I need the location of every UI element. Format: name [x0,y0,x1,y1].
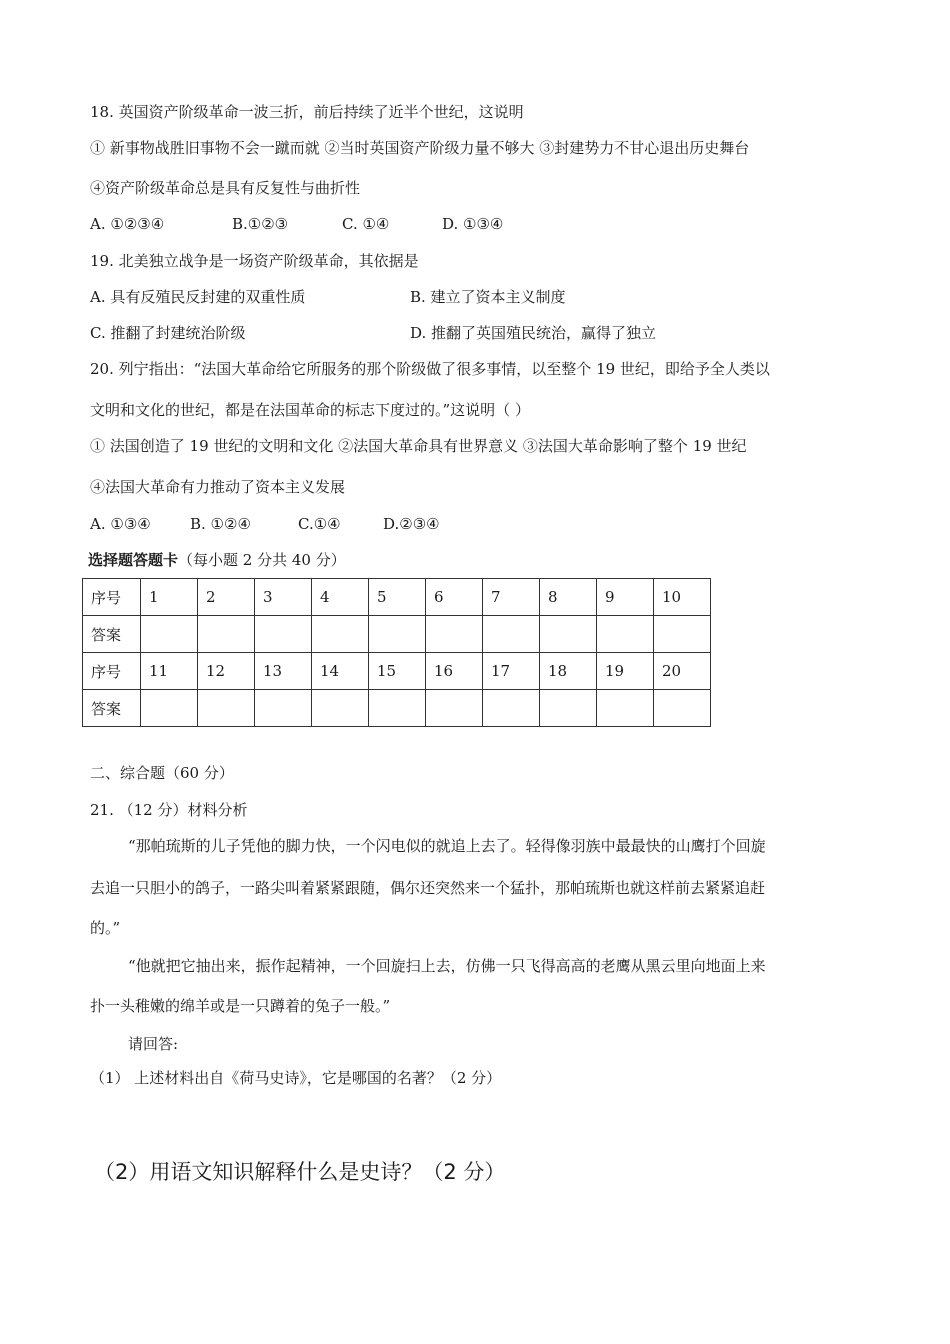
answer-card-title: 选择题答题卡 [88,551,179,569]
answer-card-heading [88,550,346,570]
q18-stem: 18. 英国资产阶级革命一波三折，前后持续了近半个世纪，这说明 [90,103,524,121]
answer-card-note: （每小题 2 分共 40 分） [178,551,346,569]
answer-cell[interactable] [255,616,312,653]
seq-cell: 8 [540,579,597,616]
seq-cell: 7 [483,579,540,616]
seq-cell: 18 [540,653,597,690]
q20-choice-d: D.②③④ [383,515,440,533]
seq-cell: 2 [198,579,255,616]
q18-options-line2: ④资产阶级革命总是具有反复性与曲折性 [90,179,361,197]
answer-cell[interactable] [483,690,540,727]
q19-choice-c: C. 推翻了封建统治阶级 [90,324,246,342]
answer-cell[interactable] [654,616,711,653]
answer-cell[interactable] [654,690,711,727]
q20-options-line1: ① 法国创造了 19 世纪的文明和文化 ②法国大革命具有世界意义 ③法国大革命影响了整个 19 世纪 [90,437,747,455]
q20-choice-a: A. ①③④ [90,515,151,533]
seq-cell: 11 [141,653,198,690]
sub-question-1: （1） 上述材料出自《荷马史诗》，它是哪国的名著？（2 分） [90,1069,502,1087]
answer-cell[interactable] [141,616,198,653]
q18-choice-d: D. ①③④ [442,215,504,233]
q19-choice-a: A. 具有反殖民反封建的双重性质 [90,288,306,306]
material1-line2: 去追一只胆小的鸽子，一路尖叫着紧紧跟随，偶尔还突然来一个猛扑，那帕琉斯也就这样前去紧紧追赶 [90,879,766,897]
material2-line1: “他就把它抽出来，振作起精神，一个回旋扫上去，仿佛一只飞得高高的老鹰从黑云里向地面上来 [128,957,766,975]
table-row [83,616,711,653]
seq-label: 序号 [83,579,141,616]
answer-cell[interactable] [597,690,654,727]
seq-cell: 6 [426,579,483,616]
material2-line2: 扑一头稚嫩的绵羊或是一只蹲着的兔子一般。” [90,997,391,1015]
q18-choice-a: A. ①②③④ [90,215,165,233]
q18-choice-c: C. ①④ [342,215,390,233]
answer-label: 答案 [83,690,141,727]
q20-choice-b: B. ①②④ [190,515,251,533]
answer-cell[interactable] [426,690,483,727]
answer-card-table [82,578,711,727]
answer-cell[interactable] [198,616,255,653]
answer-cell[interactable] [483,616,540,653]
answer-cell[interactable] [141,690,198,727]
seq-cell: 3 [255,579,312,616]
seq-cell: 13 [255,653,312,690]
table-row [83,579,711,616]
q19-choice-b: B. 建立了资本主义制度 [410,288,566,306]
answer-cell[interactable] [369,690,426,727]
material1-line1: “那帕琉斯的儿子凭他的脚力快，一个闪电似的就追上去了。轻得像羽族中最最快的山鹰打个回旋 [128,837,766,855]
material1-line3: 的。” [90,919,121,937]
table-row [83,653,711,690]
sub-question-2: （2）用语文知识解释什么是史诗？（2 分） [94,1160,506,1184]
answer-cell[interactable] [312,616,369,653]
answer-cell[interactable] [540,616,597,653]
answer-cell[interactable] [369,616,426,653]
q20-choice-c: C.①④ [298,515,341,533]
q19-stem: 19. 北美独立战争是一场资产阶级革命，其依据是 [90,252,419,270]
section2-title: 二、综合题（60 分） [90,764,234,782]
seq-cell: 15 [369,653,426,690]
seq-cell: 20 [654,653,711,690]
q20-options-line2: ④法国大革命有力推动了资本主义发展 [90,478,346,496]
q21-heading: 21. （12 分）材料分析 [90,801,248,819]
q20-stem-line1: 20. 列宁指出：“法国大革命给它所服务的那个阶级做了很多事情，以至整个 19 世纪，即给予全人类以 [90,360,770,378]
q18-choice-b: B.①②③ [232,215,289,233]
seq-cell: 4 [312,579,369,616]
q18-options-line1: ① 新事物战胜旧事物不会一蹴而就 ②当时英国资产阶级力量不够大 ③封建势力不甘心退出历史舞台 [90,139,750,157]
seq-cell: 19 [597,653,654,690]
answer-label: 答案 [83,616,141,653]
seq-cell: 10 [654,579,711,616]
seq-cell: 16 [426,653,483,690]
answer-cell[interactable] [255,690,312,727]
answer-cell[interactable] [540,690,597,727]
ask-prompt: 请回答: [128,1035,179,1053]
q19-choice-d: D. 推翻了英国殖民统治，赢得了独立 [410,324,657,342]
table-row [83,690,711,727]
answer-cell[interactable] [312,690,369,727]
q20-stem-line2: 文明和文化的世纪，都是在法国革命的标志下度过的。”这说明（ ） [90,401,530,419]
seq-cell: 1 [141,579,198,616]
seq-cell: 9 [597,579,654,616]
seq-cell: 5 [369,579,426,616]
seq-cell: 12 [198,653,255,690]
seq-cell: 14 [312,653,369,690]
seq-label: 序号 [83,653,141,690]
seq-cell: 17 [483,653,540,690]
answer-cell[interactable] [426,616,483,653]
answer-cell[interactable] [198,690,255,727]
answer-cell[interactable] [597,616,654,653]
